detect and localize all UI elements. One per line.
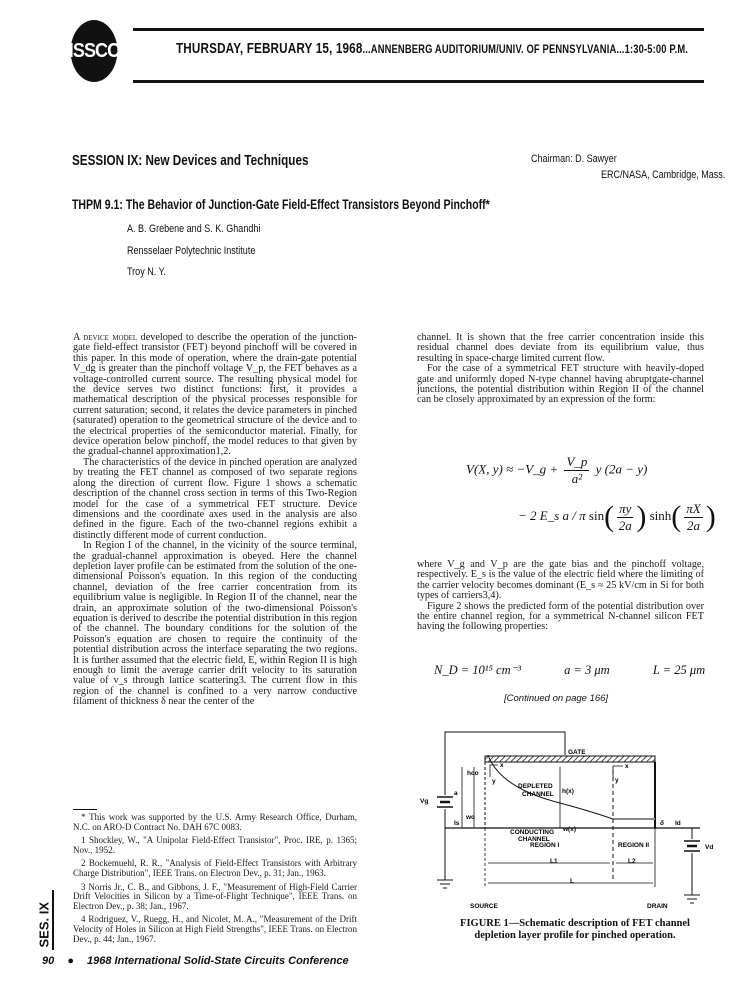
paragraph-3: In Region I of the channel, in the vicinity of the source terminal, the gradual-channel approximation is obeyed. Here the channel depletion layer profile can be estimated from the solution of the one-dimensional Poisson's equation. In this region of the conducting channel, deviation of the free carrier concentration from its equilibrium value is negligible. In Region II of the channel, near the drain, an approximate solution of the two-dimensional Poisson's equation is derived to describe the potential distribution in this region of the channel. The boundary conditions for the solution of the Poisson's equation are chosen to require the continuity of the potential distribution across the interface separating the two regions. It is further assumed that the electric field, E, within Region II is high enough to limit the average carrier drift velocity to its saturation value of v_s through lattice scattering3. The current flow in this region of the channel is confined to a very narrow conductive filament of thickness δ near the center of the — [73, 540, 357, 708]
svg-text:Is: Is — [454, 820, 460, 827]
svg-text:CONDUCTING: CONDUCTING — [510, 829, 555, 836]
gate-electrode — [485, 756, 655, 762]
label-gate: GATE — [568, 749, 586, 756]
paper-authors: A. B. Grebene and S. K. Ghandhi — [127, 223, 261, 235]
figure-1-diagram — [410, 715, 730, 915]
svg-text:L: L — [570, 878, 574, 885]
svg-text:h(x): h(x) — [562, 788, 574, 795]
page-footer — [42, 955, 349, 967]
footnote: 4 Rodriguez, V., Ruegg, H., and Nicolet, M. A., "Measurement of the Drift Velocity of Holes in Silicon at High Field Strengths", IEEE Trans. on Electron Dev., p. 44; Jan., 1967. — [73, 914, 357, 944]
chairman-affiliation: ERC/NASA, Cambridge, Mass. — [601, 169, 726, 181]
bullet-icon: ● — [67, 955, 74, 967]
svg-text:DEPLETED: DEPLETED — [518, 783, 553, 790]
session-side-tab — [38, 890, 50, 950]
device-properties: N_D = 10¹⁵ cm⁻³ a = 3 μm L = 25 μm — [434, 663, 706, 677]
svg-text:Vg: Vg — [420, 798, 429, 805]
svg-text:SOURCE: SOURCE — [470, 903, 498, 910]
header-time: 1:30-5:00 P.M. — [624, 42, 689, 56]
footnote: 2 Bockemuehl, R. R., "Analysis of Field-Effect Transistors with Arbitrary Charge Distribution", IEEE Trans. on Electron Dev., p. 31; Jan., 1963. — [73, 858, 357, 878]
paper-city: Troy N. Y. — [127, 266, 166, 278]
header-top-rule — [133, 28, 704, 31]
header-line — [176, 40, 688, 57]
footnotes — [73, 813, 357, 948]
paragraph-1: A device model developed to describe the operation of the junction-gate field-effect transistor (FET) beyond pinchoff will be covered in this paper. In this mode of operation, where the drain-gate potential V_dg is greater than the pinchoff voltage V_p, the FET behaves as a voltage-controlled current source. The resulting physical model for the device serves two distinct functions: first, it provides a mathematical description of the physical processes responsible for current saturation; second, it relates the device parameters in pinched (saturated) operation to the geometrical structure of the device and to the electrical properties of the semiconductor material. Finally, for device operation below pinchoff, the model reduces to that given by the gradual-channel approximation1,2. — [73, 332, 357, 458]
session-chairman: Chairman: D. Sawyer — [531, 153, 617, 165]
continued-note: [Continued on page 166] — [504, 693, 609, 704]
header-location: ...ANNENBERG AUDITORIUM/UNIV. OF PENNSYLVANIA... — [362, 42, 625, 56]
logo-text: ISSCC — [68, 39, 120, 62]
header-bottom-rule — [133, 80, 704, 83]
equation-line-2: − 2 E_s a / π sin( $\frac{\pi y}{2a}$ ) sinh( $\frac{\pi X}{2a}$ ) — [518, 500, 716, 533]
right-column-top — [417, 333, 704, 406]
footnote: 3 Norris Jr., C. B., and Gibbons, J. F., "Measurement of High-Field Carrier Drift Velocities in Silicon by a Time-of-Flight Technique", IEEE Trans. on Electron Dev., p. 38; Jan., 1967. — [73, 881, 357, 911]
svg-text:CHANNEL: CHANNEL — [518, 836, 550, 843]
footnote: 1 Shockley, W., "A Unipolar Field-Effect Transistor", Proc. IRE, p. 1365; Nov., 1952. — [73, 835, 357, 855]
svg-text:wo: wo — [466, 814, 476, 821]
page-number: 90 — [42, 955, 55, 967]
paragraph-5: where V_g and V_p are the gate bias and the pinchoff voltage, respectively. E_s is the value of the electric field where the limiting of the carrier velocity becomes dominant (E_s ≈ 25 kV/cm in Si for both types of carriers3,4). — [417, 559, 704, 602]
fraction: $\frac{V\_p}{\text{a²}}$ — [566, 454, 588, 486]
svg-text:Vd: Vd — [705, 844, 714, 851]
isscc-logo — [68, 20, 120, 82]
svg-text:Id: Id — [675, 820, 681, 827]
equation-line-1: V(X, y) ≈ −V_g + $\frac{V\_p}{\text{a²}}$ y (2a − y) — [466, 454, 648, 486]
svg-text:y: y — [615, 777, 619, 784]
svg-text:x: x — [500, 762, 504, 769]
paper-title: THPM 9.1: The Behavior of Junction-Gate Field-Effect Transistors Beyond Pinchoff* — [72, 197, 490, 212]
svg-text:REGION I: REGION I — [530, 842, 560, 849]
session-title: SESSION IX: New Devices and Techniques — [72, 152, 309, 169]
paragraph-4: For the case of a symmetrical FET structure with heavily-doped gate and uniformly doped N-type channel having abruptgate-channel junctions, the potential distribution within Region II of the channel can be closely approximated by an expression of the form: — [417, 363, 704, 406]
svg-text:hco: hco — [467, 770, 479, 777]
paragraph-continued: channel. It is shown that the free carrier concentration inside this residual channel does deviate from its equilibrium value, thus resulting in space-charge limited current flow. — [417, 332, 704, 364]
side-tab-bar — [52, 890, 54, 950]
caption-line-2: depletion layer profile for pinched operation. — [474, 930, 676, 941]
svg-text:x: x — [625, 763, 629, 770]
paragraph-6: Figure 2 shows the predicted form of the potential distribution over the entire channel region, for a symmetrical N-channel silicon FET having the following properties: — [417, 600, 704, 633]
footnote-rule — [73, 809, 97, 810]
svg-text:L1: L1 — [550, 858, 558, 865]
caption-line-1: FIGURE 1—Schematic description of FET channel — [460, 918, 690, 929]
paragraph-2: The characteristics of the device in pinched operation are analyzed by treating the FET channel as composed of two separate regions along the direction of current flow. Figure 1 shows a schematic description of the channel cross section in terms of this Two-Region model for the case of a symmetrical FET structure. Device dimensions and the coordinate axes used in the analysis are also defined in the figure. Each of the two-channel regions exhibit a distinctly different mode of current conduction. — [73, 456, 357, 541]
svg-text:a: a — [454, 790, 458, 797]
svg-text:L2: L2 — [628, 858, 636, 865]
side-tab-text: SES. IX — [36, 901, 52, 948]
svg-text:w(x): w(x) — [563, 826, 576, 833]
svg-text:δ: δ — [660, 820, 664, 827]
right-column-mid — [417, 560, 704, 633]
svg-text:CHANNEL: CHANNEL — [522, 791, 554, 798]
figure-caption — [420, 918, 730, 942]
paper-institution: Rensselaer Polytechnic Institute — [127, 245, 256, 257]
footnote: * This work was supported by the U.S. Army Research Office, Durham, N.C. on ARO-D Contract No. DAH 67C 0083. — [73, 812, 357, 832]
header-date: THURSDAY, FEBRUARY 15, 1968 — [176, 40, 363, 57]
left-column — [73, 333, 357, 708]
svg-text:y: y — [492, 778, 496, 785]
svg-text:DRAIN: DRAIN — [647, 903, 668, 910]
svg-text:REGION II: REGION II — [618, 842, 650, 849]
lead-in: A device model — [73, 332, 138, 343]
conference-name: 1968 International Solid-State Circuits Conference — [87, 955, 349, 967]
